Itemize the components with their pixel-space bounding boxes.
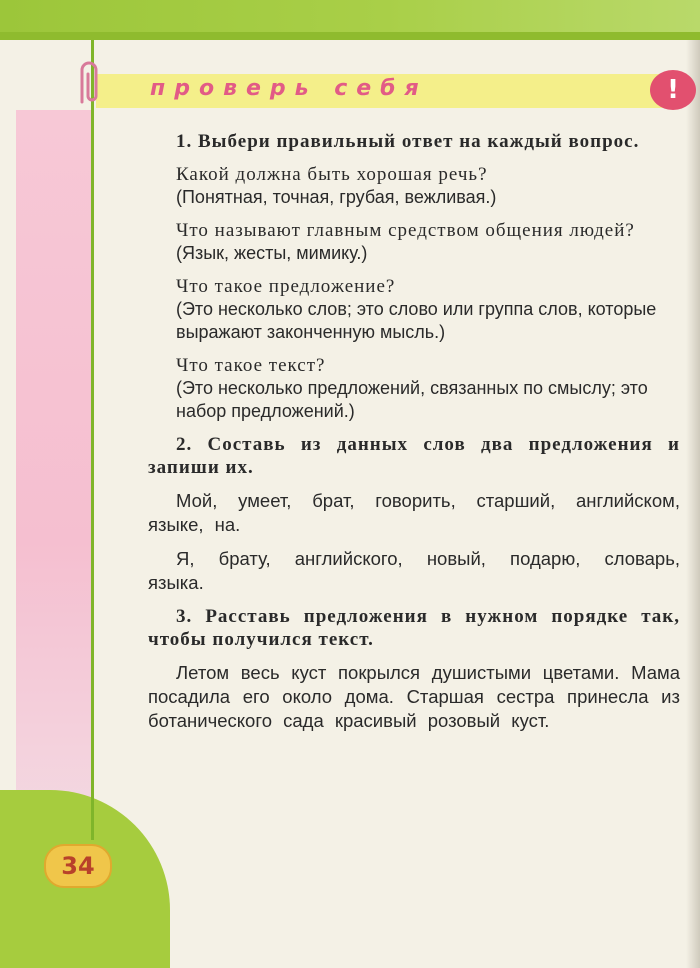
top-green-band [0,0,700,40]
task-3: 3. Расставь предложения в нужном порядке так, чтобы получился текст. [148,606,680,650]
paperclip-icon [72,58,106,106]
section-title: проверь себя [150,76,428,101]
word-set-1: Мой, умеет, брат, говорить, старший, английском, языке, на. [148,490,680,535]
vertical-green-rule [91,40,94,840]
answer-options-1: (Понятная, точная, грубая, вежливая.) [176,187,497,207]
page-edge-shadow [686,40,700,968]
question-1: Какой должна быть хорошая речь? [176,164,488,185]
answer-options-3: (Это несколько слов; это слово или группа слов, которые выражают законченную мысль.) [176,299,657,342]
answer-options-2: (Язык, жесты, мимику.) [176,243,368,263]
question-4: Что такое текст? [176,355,326,376]
question-2: Что называют главным средством общения людей? [176,220,635,241]
page-number: 34 [44,844,112,888]
exercise-content [148,130,680,743]
word-set-2: Я, брату, английского, новый, подарю, словарь, языка. [148,548,680,593]
question-3: Что такое предложение? [176,276,396,297]
task-2: 2. Составь из данных слов два предложения и запиши их. [148,434,680,478]
exclamation-icon: ! [650,70,696,110]
task-1: 1. Выбери правильный ответ на каждый вопрос. [176,131,640,152]
scrambled-text: Летом весь куст покрылся душистыми цветами. Мама посадила его около дома. Старшая сестра принесла из ботанического сада красивый розовый куст. [148,662,680,731]
left-pink-strip [16,110,92,830]
answer-options-4: (Это несколько предложений, связанных по смыслу; это набор предложений.) [176,378,648,421]
